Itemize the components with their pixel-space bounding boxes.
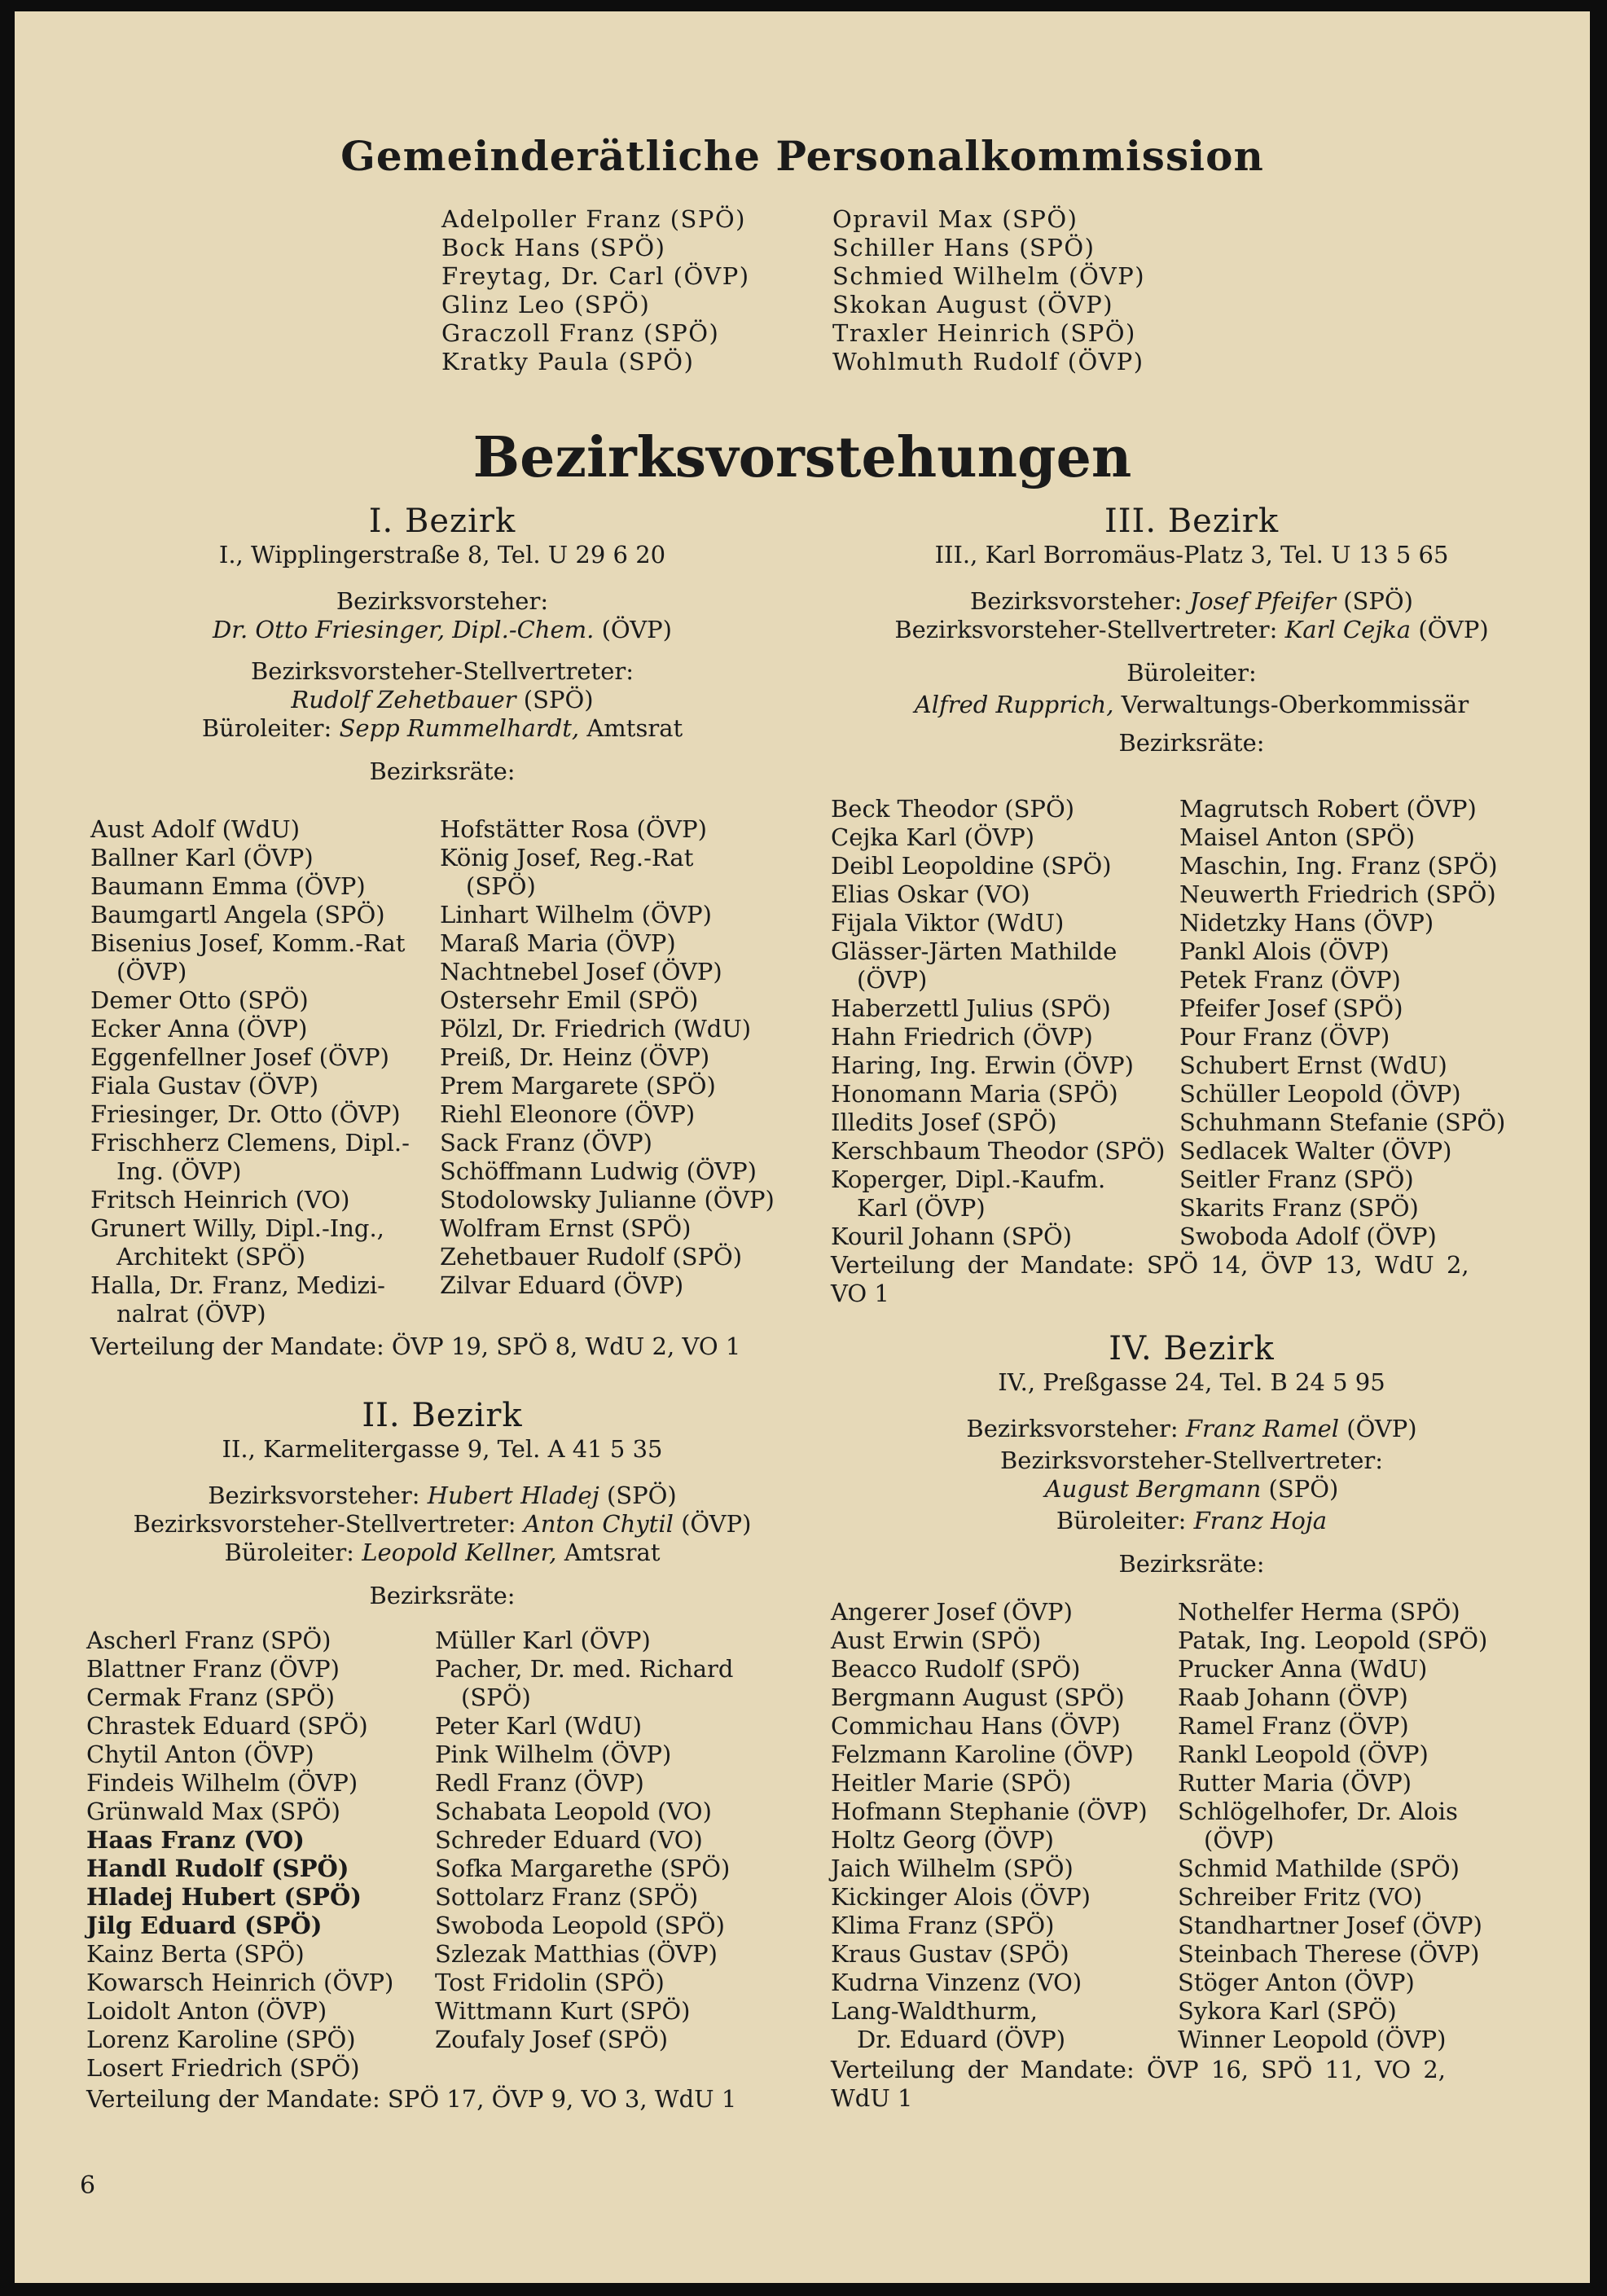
list-item: Sykora Karl (SPÖ)	[1178, 1997, 1397, 2025]
list-item: Adelpoller Franz (SPÖ)	[441, 205, 746, 233]
list-item: Raab Johann (ÖVP)	[1178, 1684, 1408, 1711]
list-item: Pankl Alois (ÖVP)	[1179, 937, 1390, 965]
bezirk-4-buero-name: Franz Hoja	[1193, 1507, 1328, 1534]
list-item: Stöger Anton (ÖVP)	[1178, 1969, 1415, 1996]
list-item: Elias Oskar (VO)	[831, 880, 1030, 908]
list-item: Cejka Karl (ÖVP)	[831, 823, 1035, 851]
list-item: Zilvar Eduard (ÖVP)	[440, 1271, 684, 1299]
bezirk-1-left-list	[90, 815, 410, 1328]
list-item: Pour Franz (ÖVP)	[1179, 1023, 1390, 1051]
list-item: Prucker Anna (WdU)	[1178, 1655, 1428, 1683]
bezirk-2-address: II., Karmelitergasse 9, Tel. A 41 5 35	[222, 1435, 663, 1463]
list-item: (ÖVP)	[116, 958, 187, 986]
bezirk-2-vorsteher-label: Bezirksvorsteher:	[208, 1482, 420, 1509]
list-item: Fijala Viktor (WdU)	[831, 909, 1065, 937]
list-item: Aust Erwin (SPÖ)	[831, 1627, 1042, 1654]
list-item: (SPÖ)	[466, 872, 536, 900]
list-item: Sottolarz Franz (SPÖ)	[435, 1883, 699, 1911]
list-item: Szlezak Matthias (ÖVP)	[435, 1940, 718, 1968]
bezirk-2-right-list	[435, 1627, 733, 2054]
list-item: Prem Margarete (SPÖ)	[440, 1072, 716, 1100]
list-item: Kerschbaum Theodor (SPÖ)	[831, 1137, 1166, 1165]
list-item: Beck Theodor (SPÖ)	[831, 795, 1075, 823]
page-number: 6	[80, 2171, 96, 2200]
list-item: Maisel Anton (SPÖ)	[1179, 823, 1416, 851]
list-item: Nachtnebel Josef (ÖVP)	[440, 958, 722, 986]
list-item: Bock Hans (SPÖ)	[441, 234, 666, 261]
list-item: Traxler Heinrich (SPÖ)	[832, 319, 1136, 347]
bezirk-2-heading: II. Bezirk	[362, 1397, 523, 1434]
bezirk-3-buero-name: Alfred Rupprich,	[914, 691, 1114, 718]
bezirk-3-address: III., Karl Borromäus-Platz 3, Tel. U 13 5 65	[934, 541, 1449, 569]
list-item: Loidolt Anton (ÖVP)	[86, 1997, 327, 2025]
list-item: Hahn Friedrich (ÖVP)	[831, 1023, 1093, 1051]
list-item: Kudrna Vinzenz (VO)	[831, 1969, 1082, 1996]
list-item: (ÖVP)	[857, 966, 928, 994]
list-item: Haring, Ing. Erwin (ÖVP)	[831, 1051, 1134, 1079]
list-item: Baumann Emma (ÖVP)	[90, 872, 366, 900]
bezirk-4-address: IV., Preßgasse 24, Tel. B 24 5 95	[998, 1368, 1385, 1396]
bezirk-2-stv-name: Anton Chytil	[523, 1510, 674, 1538]
list-item: Skarits Franz (SPÖ)	[1179, 1194, 1419, 1222]
list-item: Rankl Leopold (ÖVP)	[1178, 1741, 1429, 1768]
list-item: Redl Franz (ÖVP)	[435, 1769, 644, 1797]
list-item: Rutter Maria (ÖVP)	[1178, 1769, 1412, 1797]
bezirk-2-stv-label: Bezirksvorsteher-Stellvertreter:	[133, 1510, 516, 1538]
bezirk-4-header	[833, 1329, 1550, 1578]
bezirk-3-left-list	[831, 795, 1166, 1251]
bezirk-3-mandate-line-2: VO 1	[831, 1280, 889, 1307]
list-item: Pölzl, Dr. Friedrich (WdU)	[440, 1015, 752, 1043]
kommission-right-list	[832, 205, 1145, 376]
list-item: Kainz Berta (SPÖ)	[86, 1940, 305, 1968]
list-item: Kratky Paula (SPÖ)	[441, 348, 695, 375]
list-item: Kouril Johann (SPÖ)	[831, 1223, 1073, 1250]
bezirk-1-address: I., Wipplingerstraße 8, Tel. U 29 6 20	[218, 541, 666, 569]
list-item: Halla, Dr. Franz, Medizi-	[90, 1271, 385, 1299]
list-item: Steinbach Therese (ÖVP)	[1178, 1940, 1480, 1968]
list-item: Kickinger Alois (ÖVP)	[831, 1883, 1091, 1911]
list-item: Demer Otto (SPÖ)	[90, 986, 309, 1014]
bezirk-4-mandate-line-1: Verteilung der Mandate: ÖVP 16, SPÖ 11, VO 2,	[831, 2056, 1447, 2083]
list-item: Wohlmuth Rudolf (ÖVP)	[832, 348, 1144, 375]
bezirk-2-vorsteher-name: Hubert Hladej	[427, 1482, 599, 1509]
list-item: Kowarsch Heinrich (ÖVP)	[86, 1969, 394, 1996]
bezirk-3-stv-party: (ÖVP)	[1418, 616, 1489, 643]
list-item: Preiß, Dr. Heinz (ÖVP)	[440, 1043, 710, 1071]
bezirk-2-mandate: Verteilung der Mandate: SPÖ 17, ÖVP 9, VO 3, WdU 1	[86, 2085, 737, 2113]
list-item: Deibl Leopoldine (SPÖ)	[831, 852, 1112, 880]
list-item: Blattner Franz (ÖVP)	[86, 1655, 340, 1683]
list-item: Bergmann August (SPÖ)	[831, 1684, 1125, 1711]
list-item: Haberzettl Julius (SPÖ)	[831, 994, 1111, 1022]
list-item: Jaich Wilhelm (SPÖ)	[831, 1855, 1074, 1882]
bezirk-1-vorsteher-party: (ÖVP)	[601, 616, 672, 643]
list-item: Fritsch Heinrich (VO)	[90, 1186, 350, 1214]
list-item: Lang-Waldthurm,	[831, 1997, 1038, 2025]
list-item: Schabata Leopold (VO)	[435, 1798, 712, 1825]
list-item: Sedlacek Walter (ÖVP)	[1179, 1137, 1452, 1165]
list-item: Neuwerth Friedrich (SPÖ)	[1179, 880, 1496, 908]
list-item: Schmied Wilhelm (ÖVP)	[832, 262, 1146, 290]
list-item: Ing. (ÖVP)	[116, 1157, 242, 1185]
bezirk-3-stv-name: Karl Cejka	[1284, 616, 1412, 643]
list-item: Nidetzky Hans (ÖVP)	[1179, 909, 1434, 937]
list-item: Winner Leopold (ÖVP)	[1178, 2026, 1447, 2053]
bezirk-4-buero-label: Büroleiter:	[1056, 1507, 1187, 1534]
list-item: Magrutsch Robert (ÖVP)	[1179, 795, 1477, 823]
bezirk-4-vorsteher-label: Bezirksvorsteher:	[966, 1415, 1179, 1442]
bezirk-1-stv-label: Bezirksvorsteher-Stellvertreter:	[250, 657, 634, 685]
list-item: Felzmann Karoline (ÖVP)	[831, 1741, 1134, 1768]
bezirk-1-mandate: Verteilung der Mandate: ÖVP 19, SPÖ 8, WdU 2, VO 1	[90, 1332, 741, 1360]
list-item: Glässer-Järten Mathilde	[831, 937, 1117, 965]
bezirk-3-vorsteher-party: (SPÖ)	[1343, 587, 1413, 615]
list-item: Illedits Josef (SPÖ)	[831, 1108, 1057, 1136]
list-item: Honomann Maria (SPÖ)	[831, 1080, 1118, 1108]
list-item: Pink Wilhelm (ÖVP)	[435, 1741, 672, 1768]
bezirk-1-right-list	[440, 815, 775, 1300]
list-item: Hofstätter Rosa (ÖVP)	[440, 815, 707, 843]
list-item: Maraß Maria (ÖVP)	[440, 929, 676, 957]
list-item: Hladej Hubert (SPÖ)	[86, 1883, 362, 1911]
list-item: Findeis Wilhelm (ÖVP)	[86, 1769, 358, 1797]
bezirk-4-right-list	[1178, 1598, 1487, 2054]
bezirk-4-stv-label: Bezirksvorsteher-Stellvertreter:	[999, 1447, 1384, 1474]
bezirk-4-heading: IV. Bezirk	[1109, 1330, 1275, 1368]
bezirk-2-buero-title: Amtsrat	[564, 1539, 661, 1566]
list-item: (SPÖ)	[461, 1684, 531, 1711]
list-item: Sofka Margarethe (SPÖ)	[435, 1855, 731, 1882]
bezirk-3-heading: III. Bezirk	[1104, 503, 1280, 540]
list-item: Koperger, Dipl.-Kaufm.	[831, 1166, 1106, 1193]
kommission-title: Gemeinderätliche Personalkommission	[340, 132, 1264, 180]
list-item: Dr. Eduard (ÖVP)	[857, 2026, 1066, 2053]
bezirk-4-mandate	[831, 2056, 1446, 2113]
list-item: Schiller Hans (SPÖ)	[832, 234, 1095, 261]
list-item: Linhart Wilhelm (ÖVP)	[440, 901, 712, 928]
bezirk-4-raete-label: Bezirksräte:	[1118, 1550, 1265, 1578]
bezirk-3-raete-label: Bezirksräte:	[1118, 729, 1265, 757]
bezirk-4-vorsteher-party: (ÖVP)	[1346, 1415, 1417, 1442]
bezirk-1-heading: I. Bezirk	[368, 503, 516, 540]
list-item: Petek Franz (ÖVP)	[1179, 966, 1401, 994]
list-item: Grünwald Max (SPÖ)	[86, 1798, 340, 1825]
list-item: Eggenfellner Josef (ÖVP)	[90, 1043, 389, 1071]
list-item: Bisenius Josef, Komm.-Rat	[90, 929, 406, 957]
list-item: Chrastek Eduard (SPÖ)	[86, 1712, 368, 1740]
list-item: Wittmann Kurt (SPÖ)	[435, 1997, 691, 2025]
list-item: Maschin, Ing. Franz (SPÖ)	[1179, 852, 1498, 880]
list-item: Müller Karl (ÖVP)	[435, 1627, 651, 1654]
list-item: Swoboda Adolf (ÖVP)	[1179, 1223, 1437, 1250]
list-item: Graczoll Franz (SPÖ)	[441, 319, 720, 347]
list-item: Schreder Eduard (VO)	[435, 1826, 703, 1854]
list-item: Nothelfer Herma (SPÖ)	[1178, 1598, 1460, 1626]
bezirk-2-raete-label: Bezirksräte:	[369, 1582, 516, 1609]
list-item: Stodolowsky Julianne (ÖVP)	[440, 1186, 775, 1214]
list-item: Patak, Ing. Leopold (SPÖ)	[1178, 1627, 1488, 1654]
list-item: Fiala Gustav (ÖVP)	[90, 1072, 319, 1100]
list-item: Cermak Franz (SPÖ)	[86, 1684, 336, 1711]
list-item: Grunert Willy, Dipl.-Ing.,	[90, 1214, 384, 1242]
bezirk-2-left-list	[86, 1627, 393, 2083]
bezirk-4-left-list	[831, 1598, 1148, 2054]
bezirk-3-right-list	[1179, 795, 1505, 1251]
list-item: Holtz Georg (ÖVP)	[831, 1826, 1054, 1854]
list-item: Schuhmann Stefanie (SPÖ)	[1179, 1108, 1506, 1136]
list-item: Kraus Gustav (SPÖ)	[831, 1940, 1069, 1968]
bezirk-3-header	[833, 502, 1550, 757]
bezirk-3-mandate	[831, 1251, 1469, 1308]
list-item: Handl Rudolf (SPÖ)	[86, 1855, 349, 1882]
list-item: Commichau Hans (ÖVP)	[831, 1712, 1121, 1740]
list-item: Friesinger, Dr. Otto (ÖVP)	[90, 1100, 401, 1128]
list-item: (ÖVP)	[1204, 1826, 1275, 1854]
list-item: Tost Fridolin (SPÖ)	[435, 1969, 665, 1996]
list-item: Lorenz Karoline (SPÖ)	[86, 2026, 356, 2053]
list-item: Schüller Leopold (ÖVP)	[1179, 1080, 1461, 1108]
list-item: Riehl Eleonore (ÖVP)	[440, 1100, 696, 1128]
list-item: Karl (ÖVP)	[857, 1194, 986, 1222]
list-item: Hofmann Stephanie (ÖVP)	[831, 1798, 1148, 1825]
bezirk-2-vorsteher-party: (SPÖ)	[606, 1482, 677, 1509]
list-item: Wolfram Ernst (SPÖ)	[440, 1214, 692, 1242]
list-item: Standhartner Josef (ÖVP)	[1178, 1912, 1482, 1939]
list-item: Schmid Mathilde (SPÖ)	[1178, 1855, 1460, 1882]
list-item: Klima Franz (SPÖ)	[831, 1912, 1055, 1939]
list-item: nalrat (ÖVP)	[116, 1300, 266, 1328]
list-item: Zehetbauer Rudolf (SPÖ)	[440, 1243, 743, 1271]
bezirk-4-stv-name: August Bergmann	[1044, 1475, 1262, 1503]
kommission-left-list	[441, 205, 750, 376]
list-item: Opravil Max (SPÖ)	[832, 205, 1078, 233]
bezirk-2-header	[80, 1396, 805, 1610]
list-item: Ramel Franz (ÖVP)	[1178, 1712, 1409, 1740]
list-item: Schubert Ernst (WdU)	[1179, 1051, 1447, 1079]
bezirk-2-stv-party: (ÖVP)	[681, 1510, 752, 1538]
list-item: Swoboda Leopold (SPÖ)	[435, 1912, 725, 1939]
list-item: Ascherl Franz (SPÖ)	[86, 1627, 331, 1654]
list-item: Aust Adolf (WdU)	[90, 815, 301, 843]
bezirk-3-mandate-line-1: Verteilung der Mandate: SPÖ 14, ÖVP 13, WdU 2,	[831, 1251, 1469, 1279]
list-item: Losert Friedrich (SPÖ)	[86, 2054, 360, 2082]
list-item: König Josef, Reg.-Rat	[440, 844, 694, 871]
bezirk-3-buero-label: Büroleiter:	[1126, 659, 1257, 687]
document-page	[15, 11, 1590, 2283]
list-item: Zoufaly Josef (SPÖ)	[435, 2026, 669, 2053]
bezirk-1-buero-name: Sepp Rummelhardt,	[339, 714, 580, 742]
list-item: Schlögelhofer, Dr. Alois	[1178, 1798, 1458, 1825]
bezirk-1-stv-name: Rudolf Zehetbauer	[291, 686, 516, 713]
list-item: Architekt (SPÖ)	[116, 1243, 306, 1271]
list-item: Ballner Karl (ÖVP)	[90, 844, 314, 871]
list-item: Peter Karl (WdU)	[435, 1712, 643, 1740]
list-item: Heitler Marie (SPÖ)	[831, 1769, 1072, 1797]
bezirk-3-buero-title: Verwaltungs-Oberkommissär	[1121, 691, 1469, 718]
list-item: Glinz Leo (SPÖ)	[441, 291, 651, 318]
list-item: Pfeifer Josef (SPÖ)	[1179, 994, 1403, 1022]
list-item: Schöffmann Ludwig (ÖVP)	[440, 1157, 757, 1185]
list-item: Ostersehr Emil (SPÖ)	[440, 986, 699, 1014]
list-item: Schreiber Fritz (VO)	[1178, 1883, 1423, 1911]
list-item: Baumgartl Angela (SPÖ)	[90, 901, 385, 928]
bezirk-1-buero-label: Büroleiter:	[201, 714, 332, 742]
list-item: Haas Franz (VO)	[86, 1826, 305, 1854]
list-item: Freytag, Dr. Carl (ÖVP)	[441, 262, 750, 290]
bezirk-3-vorsteher-label: Bezirksvorsteher:	[970, 587, 1183, 615]
bezirk-1-raete-label: Bezirksräte:	[369, 757, 516, 785]
list-item: Angerer Josef (ÖVP)	[831, 1598, 1073, 1626]
list-item: Jilg Eduard (SPÖ)	[86, 1912, 323, 1939]
list-item: Frischherz Clemens, Dipl.-	[90, 1129, 410, 1157]
list-item: Sack Franz (ÖVP)	[440, 1129, 652, 1157]
bezirk-1-vorsteher-name: Dr. Otto Friesinger, Dipl.-Chem.	[213, 616, 595, 643]
bezirk-4-mandate-line-2: WdU 1	[831, 2084, 913, 2112]
list-item: Skokan August (ÖVP)	[832, 291, 1114, 318]
bezirk-3-stv-label: Bezirksvorsteher-Stellvertreter:	[894, 616, 1278, 643]
list-item: Ecker Anna (ÖVP)	[90, 1015, 308, 1043]
bezirk-1-stv-party: (SPÖ)	[523, 686, 594, 713]
bezirk-4-vorsteher-name: Franz Ramel	[1185, 1415, 1340, 1442]
list-item: Pacher, Dr. med. Richard	[435, 1655, 734, 1683]
bezirk-1-vorsteher-label: Bezirksvorsteher:	[336, 587, 549, 615]
list-item: Seitler Franz (SPÖ)	[1179, 1166, 1414, 1193]
bezirk-2-buero-name: Leopold Kellner,	[362, 1539, 557, 1566]
bezirk-1-header	[80, 502, 805, 786]
list-item: Beacco Rudolf (SPÖ)	[831, 1655, 1081, 1683]
bezirk-4-stv-party: (SPÖ)	[1268, 1475, 1339, 1503]
bezirksvorstehungen-title: Bezirksvorstehungen	[472, 425, 1132, 490]
bezirk-1-buero-title: Amtsrat	[586, 714, 683, 742]
list-item: Chytil Anton (ÖVP)	[86, 1741, 314, 1768]
bezirk-2-buero-label: Büroleiter:	[224, 1539, 354, 1566]
bezirk-3-vorsteher-name: Josef Pfeifer	[1189, 587, 1336, 615]
